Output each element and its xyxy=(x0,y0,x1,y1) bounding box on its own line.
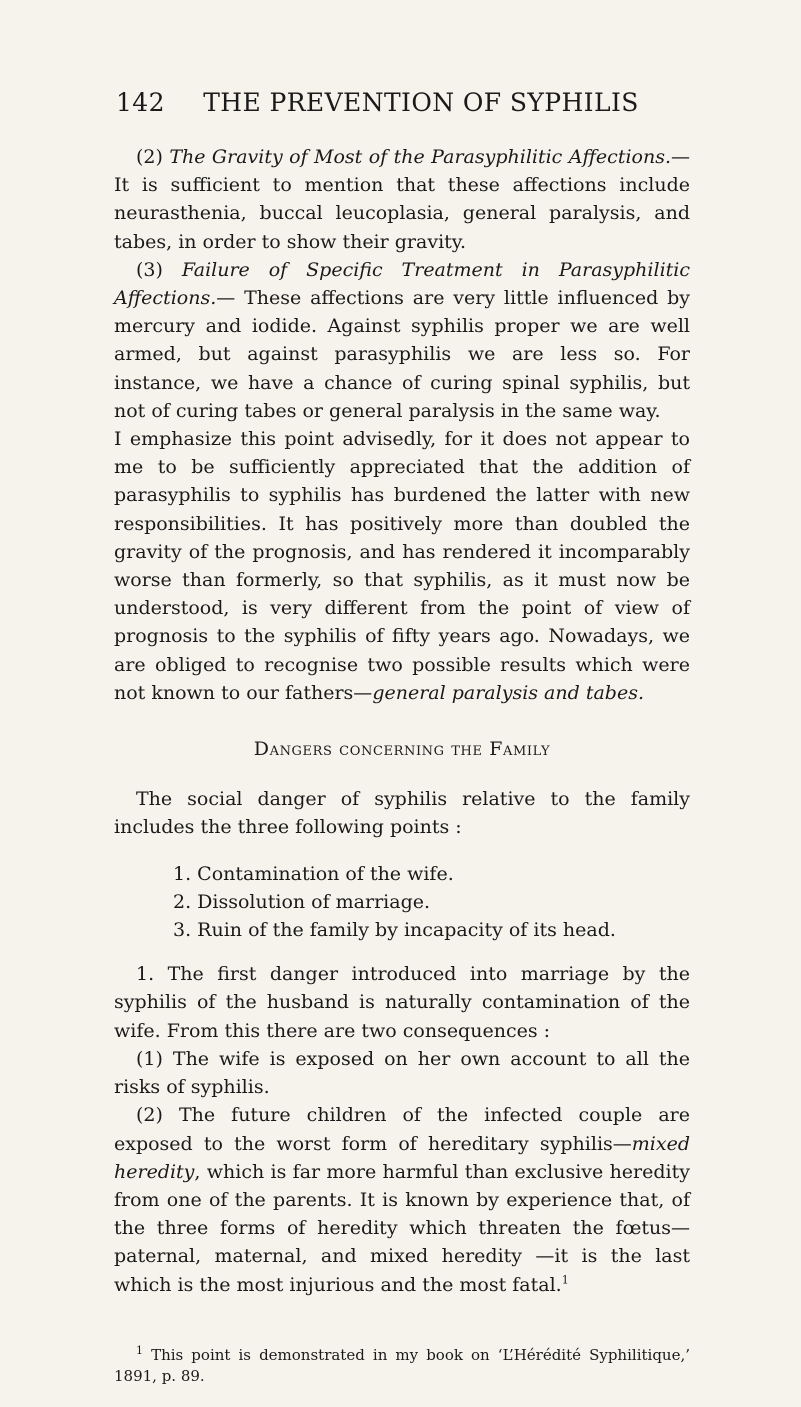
running-title: THE PREVENTION OF SYPHILIS xyxy=(203,88,639,117)
page-number: 142 xyxy=(116,88,165,117)
paragraph-label: (2) xyxy=(136,146,170,168)
paragraph-label: (3) xyxy=(136,258,182,281)
paragraph-wife-exposed: (1) The wife is exposed on her own account to all the risks of syphilis. xyxy=(114,1047,690,1099)
section-heading: Dangers concerning the Family xyxy=(253,738,551,761)
paragraph-text: — These affections are very little influenced by mercury and iodide. Against syphilis proper we are well armed, but against parasyphilis we are less so. For instance, we have a chance of curing spinal syphilis, but not of curing tabes or general paralysis in the same way. xyxy=(114,287,690,422)
footnote-text: This point is demonstrated in my book on ‘L’Hérédité Syphilitique,’ 1891, p. 89. xyxy=(114,1346,690,1385)
footnote xyxy=(114,1345,690,1387)
list-item: 1. Contamination of the wife. xyxy=(173,862,454,885)
emphasis-text: mixed heredity xyxy=(114,1132,690,1183)
paragraph-gravity xyxy=(114,143,690,256)
emphasis-text: general paralysis and tabes. xyxy=(372,681,644,704)
paragraph-text: —It is sufficient to mention that these affections include neurasthenia, buccal leucoplasia, general paralysis, and tabes, in order to show their gravity. xyxy=(114,146,690,253)
list-item: 3. Ruin of the family by incapacity of its head. xyxy=(173,919,616,942)
footnote-reference[interactable]: 1 xyxy=(561,1273,569,1287)
paragraph-failure xyxy=(114,256,690,425)
paragraph-title: The Gravity of Most of the Parasyphilitic Affections. xyxy=(169,146,671,168)
paragraph-text: , which is far more harmful than exclusive heredity from one of the parents. It is known by experience that, of the three forms of heredity which threaten the fœtus—paternal, maternal, and mixed heredity —it is the last which is the most injurious and the most fatal. xyxy=(114,1160,690,1296)
paragraph-title: Failure of Specific Treatment in Parasyphilitic Affections. xyxy=(114,258,690,310)
paragraph-text: (2) The future children of the infected couple are exposed to the worst form of hereditary syphilis— xyxy=(114,1104,690,1155)
paragraph-text: I emphasize this point advisedly, for it does not appear to me to be sufficiently appreciated that the addition of parasyphilis to syphilis has burdened the latter with new responsibilities. It has positively more than doubled the gravity of the prognosis, and has rendered it incomparably worse than formerly, so that syphilis, as it must now be understood, is very different from the point of view of prognosis to the syphilis of fifty years ago. Nowadays, we are obliged to recognise two possible results which were not known to our fathers— xyxy=(114,428,690,704)
running-head xyxy=(116,88,686,124)
paragraph-children-exposed xyxy=(114,1101,690,1298)
section-intro: The social danger of syphilis relative to the family includes the three following points : xyxy=(114,788,690,839)
body-text xyxy=(114,143,690,1299)
paragraph-emphasize xyxy=(114,425,690,707)
danger-list xyxy=(114,860,690,945)
footnote-mark: 1 xyxy=(136,1344,143,1357)
list-item: 2. Dissolution of marriage. xyxy=(173,890,431,913)
paragraph-first-danger: 1. The first danger introduced into marriage by the syphilis of the husband is naturally contamination of the wife. From this there are two consequences : xyxy=(114,963,690,1042)
